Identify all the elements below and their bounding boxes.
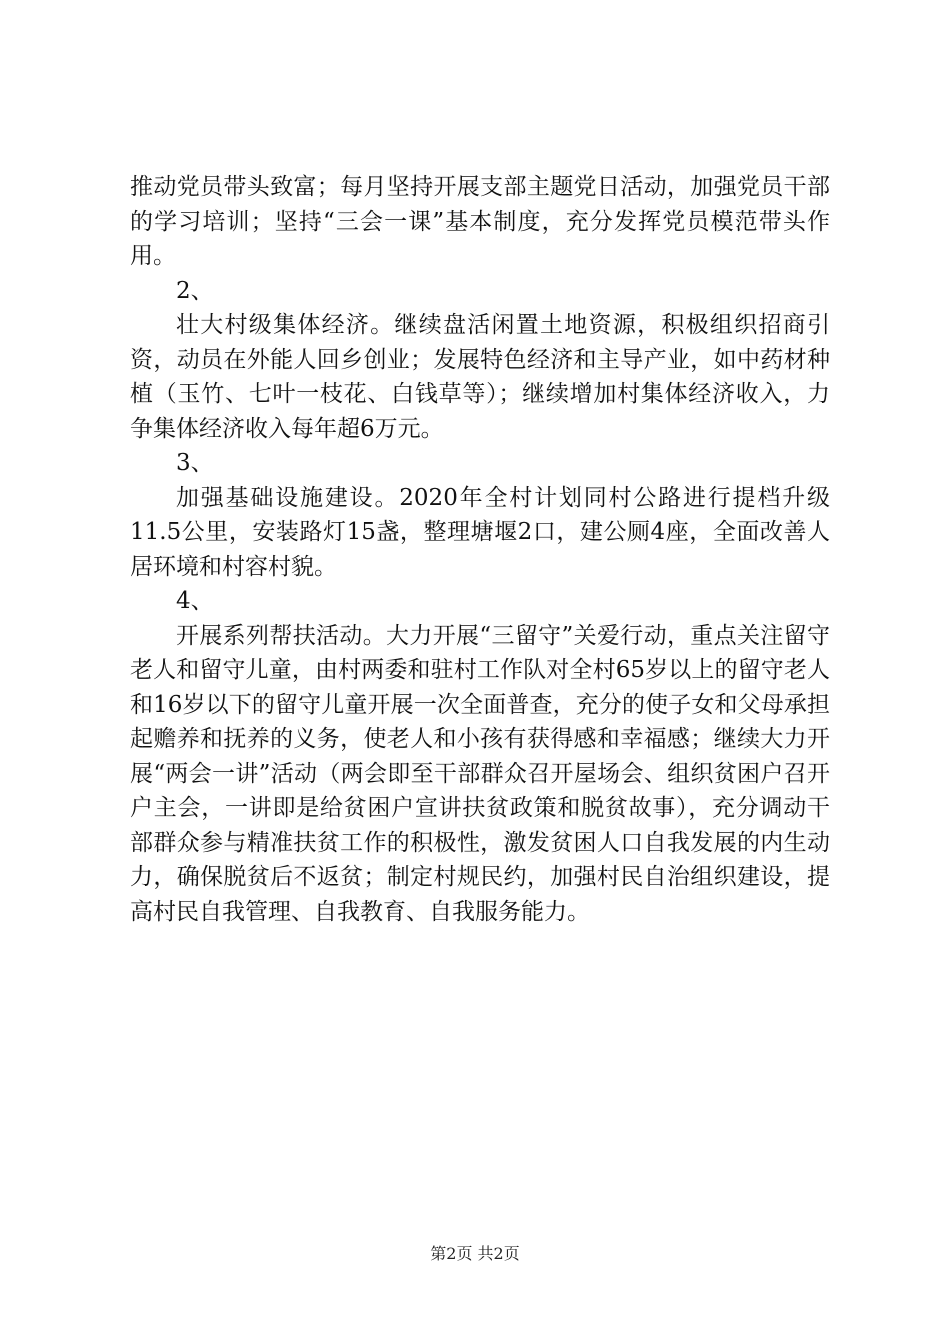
page-footer <box>0 1243 950 1265</box>
item-number-4: 4、 <box>176 588 214 614</box>
paragraph-assistance-activities: 开展系列帮扶活动。大力开展“三留守”关爱行动，重点关注留守老人和留守儿童，由村两委和驻村工作队对全村65岁以上的留守老人和16岁以下的留守儿童开展一次全面普查，充分的使子女和父母承担起赡养和抚养的义务，使老人和小孩有获得感和幸福感；继续大力开展“两会一讲”活动（两会即至干部群众召开屋场会、组织贫困户召开户主会，一讲即是给贫困户宣讲扶贫政策和脱贫故事），充分调动干部群众参与精准扶贫工作的积极性，激发贫困人口自我发展的内生动力，确保脱贫后不返贫；制定村规民约，加强村民自治组织建设，提高村民自我管理、自我教育、自我服务能力。 <box>130 622 830 925</box>
document-body <box>130 170 830 929</box>
paragraph-party-members: 推动党员带头致富；每月坚持开展支部主题党日活动，加强党员干部的学习培训；坚持“三会一课”基本制度，充分发挥党员模范带头作用。 <box>130 174 830 269</box>
item-number-3: 3、 <box>176 450 214 476</box>
paragraph-infrastructure: 加强基础设施建设。2020年全村计划同村公路进行提档升级11.5公里，安装路灯15盏，整理塘堰2口，建公厕4座，全面改善人居环境和村容村貌。 <box>130 484 830 580</box>
page-number-label: 第2页 共2页 <box>430 1244 520 1263</box>
paragraph-collective-economy: 壮大村级集体经济。继续盘活闲置土地资源，积极组织招商引资，动员在外能人回乡创业；发展特色经济和主导产业，如中药材种植（玉竹、七叶一枝花、白钱草等）；继续增加村集体经济收入，力争集体经济收入每年超6万元。 <box>130 312 830 442</box>
item-number-2: 2、 <box>176 277 214 304</box>
